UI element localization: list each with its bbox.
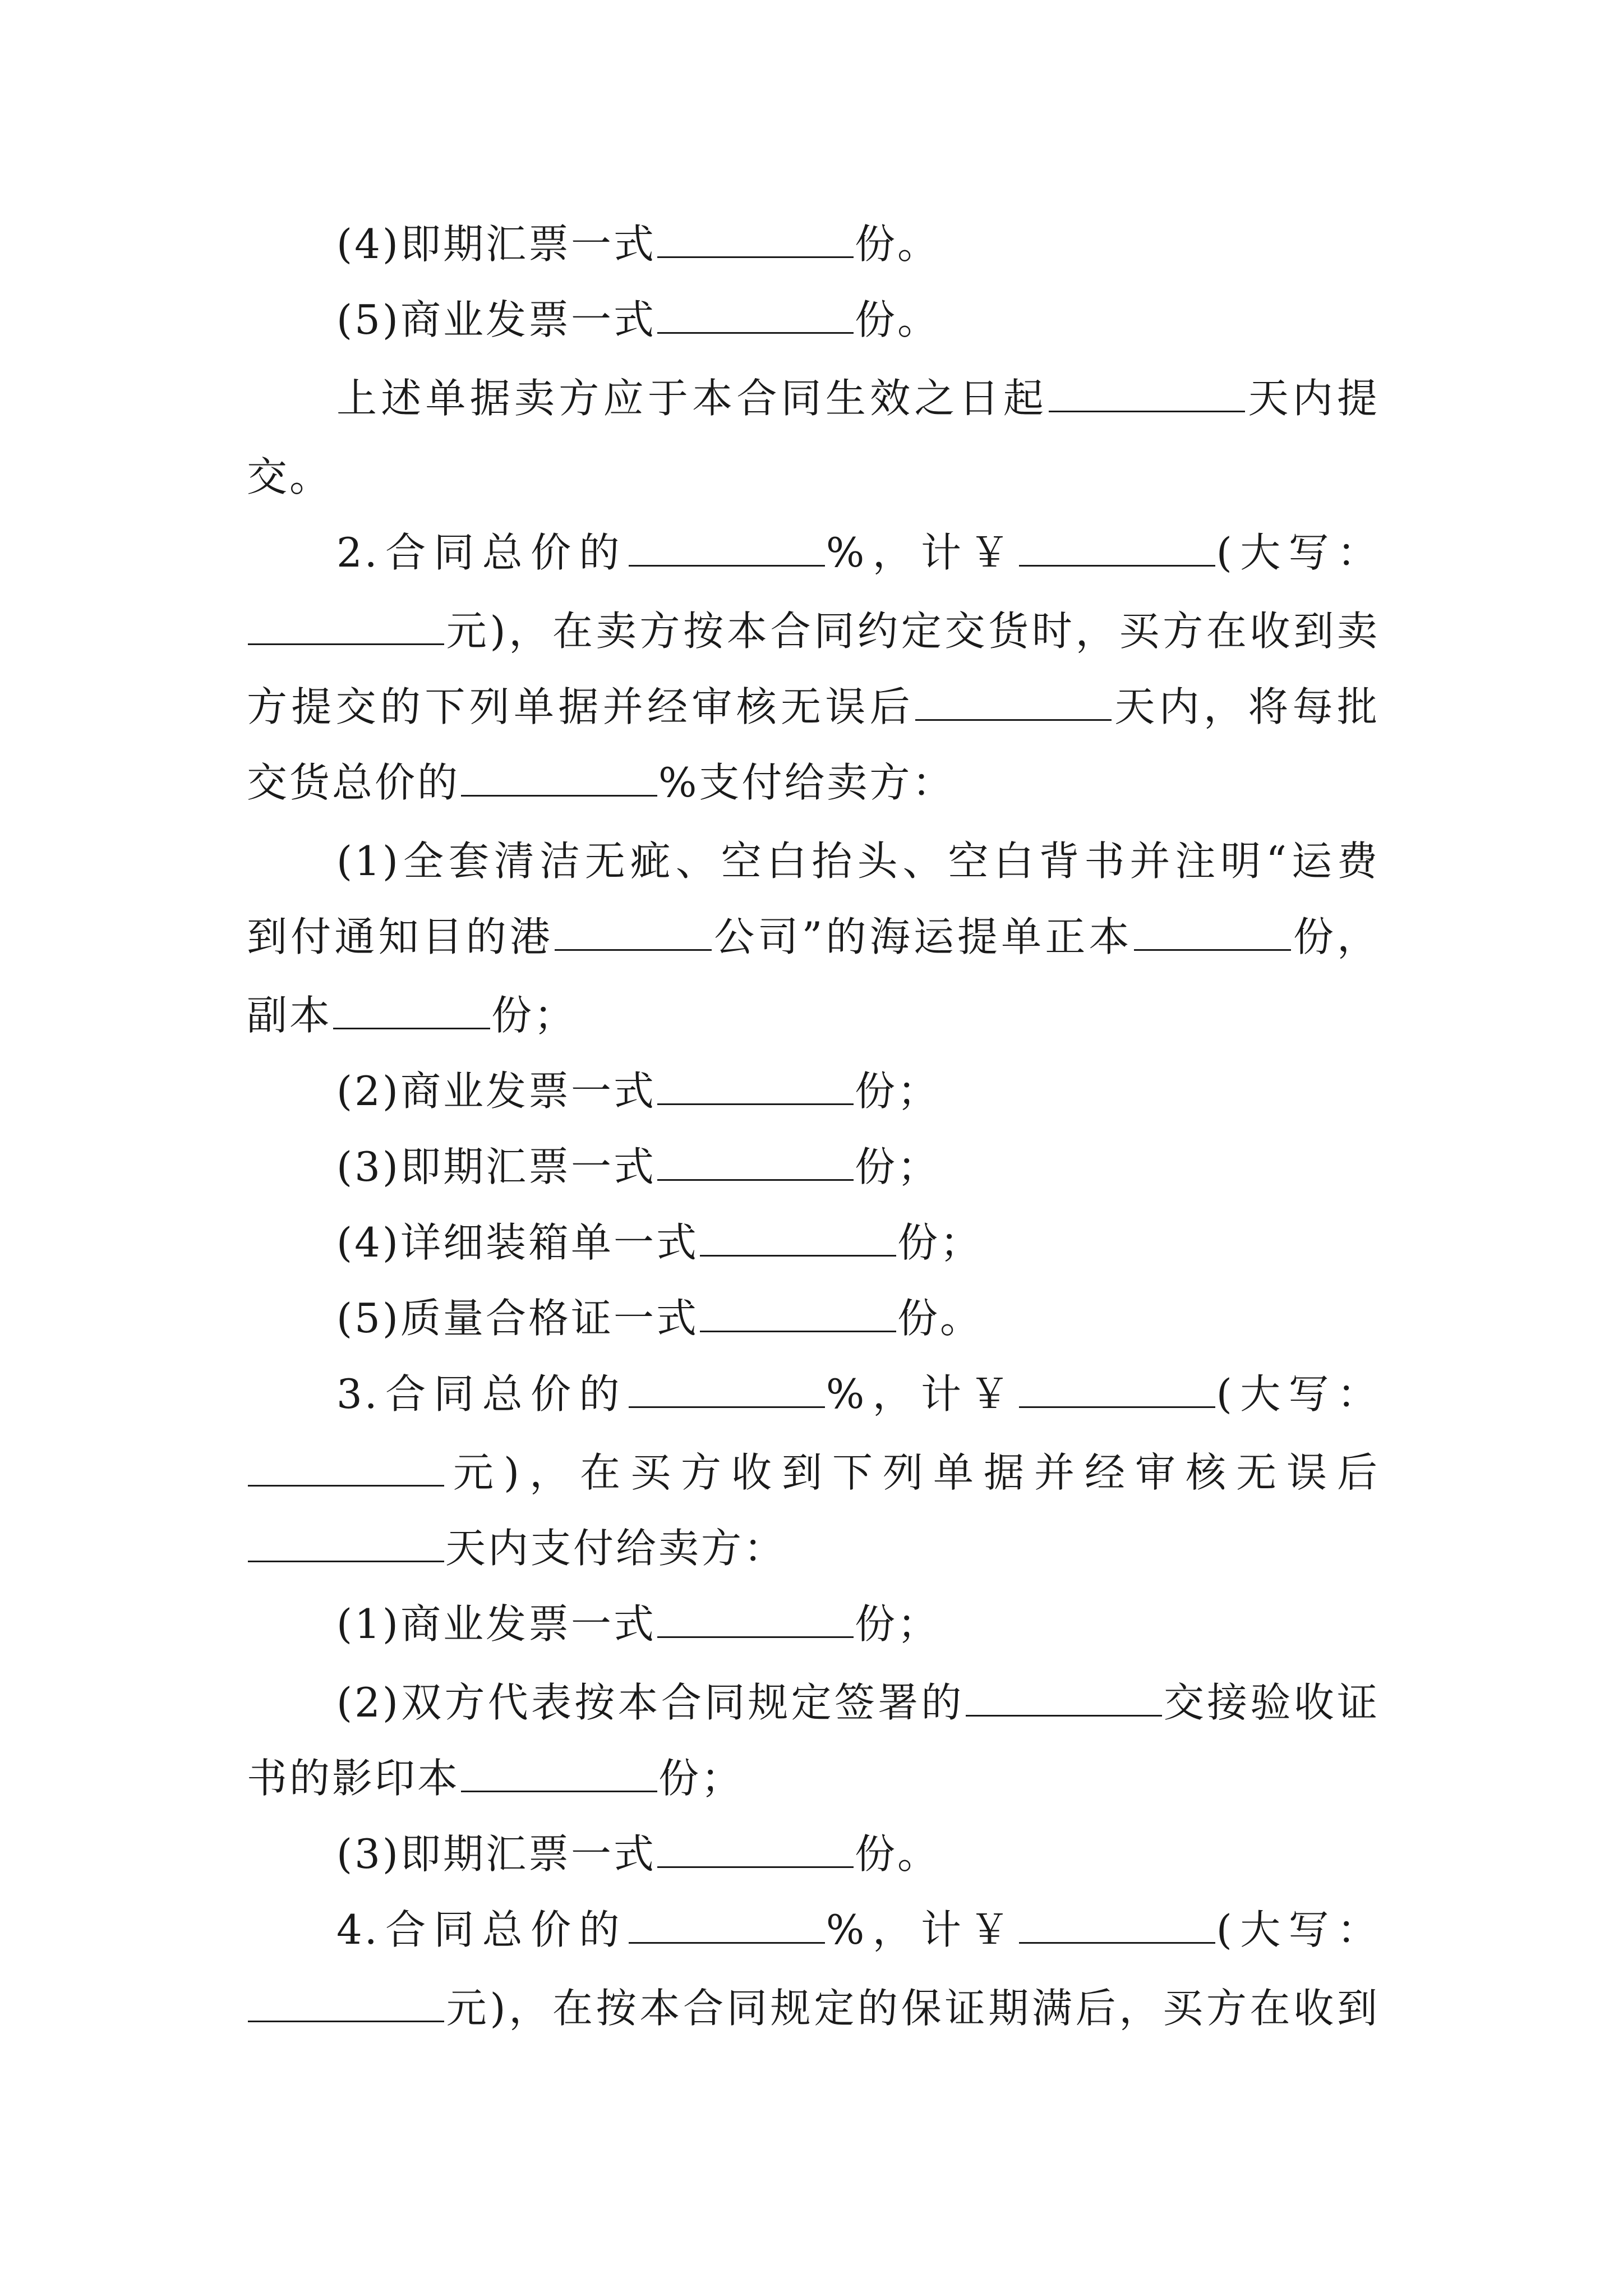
text-segment: (4)详细装箱单一式 [336,1219,699,1266]
fill-in-blank [700,1292,896,1332]
text-segment: 交。 [247,453,333,500]
fill-in-blank [555,911,712,951]
text-segment: (4)即期汇票一式 [336,220,656,268]
text-line [336,833,1380,889]
fill-in-blank [657,1828,854,1868]
fill-in-blank [248,1982,444,2022]
text-segment: 份。 [855,296,940,343]
text-line [247,679,1380,735]
fill-in-blank [461,757,657,797]
fill-in-blank [657,218,854,258]
text-segment: (3)即期汇票一式 [336,1830,656,1878]
fill-in-blank [657,1598,854,1638]
fill-in-blank [1019,1368,1215,1408]
text-segment: 份。 [855,220,940,268]
text-segment: 元)，在买方收到下列单据并经审核无误后 [445,1449,1380,1496]
text-segment: 上述单据卖方应于本合同生效之日起 [336,375,1048,422]
text-line [247,1980,1380,2036]
text-segment: 天内提 [1246,375,1380,422]
text-line [247,1444,1380,1501]
text-line [336,1366,1380,1422]
text-segment: (大写： [1216,1370,1380,1418]
text-segment: (1)商业发票一式 [336,1600,656,1648]
fill-in-blank [1019,1904,1215,1944]
text-segment: 份； [658,1755,744,1802]
text-segment: (大写： [1216,529,1380,576]
text-segment: 交货总价的 [247,759,460,806]
text-segment: 元)，在按本合同规定的保证期满后，买方在收到 [445,1985,1380,2032]
text-line [336,1826,1380,1882]
text-line [247,909,1380,965]
fill-in-blank [248,605,444,645]
text-segment: (2)双方代表按本合同规定签署的 [336,1679,965,1726]
text-line [247,449,1380,505]
fill-in-blank [1049,372,1245,412]
text-line [336,1596,1380,1652]
fill-in-blank [248,1447,444,1487]
text-line [247,603,1380,659]
fill-in-blank [966,1677,1162,1717]
fill-in-blank [1134,911,1291,951]
fill-in-blank [915,681,1112,721]
text-segment: %支付给卖方： [658,759,955,806]
text-segment: %，计￥ [826,529,1018,576]
text-segment: 天内支付给卖方： [445,1525,787,1572]
fill-in-blank [700,1217,896,1257]
text-line [336,1214,1380,1271]
fill-in-blank [657,1065,854,1105]
fill-in-blank [629,527,825,567]
fill-in-blank [248,1522,444,1562]
fill-in-blank [657,1141,854,1181]
text-segment: (大写： [1216,1906,1380,1953]
text-segment: 元)，在卖方按本合同约定交货时，买方在收到卖 [445,608,1380,655]
text-line [247,754,1380,811]
text-segment: 份； [897,1219,983,1266]
text-segment: 份。 [897,1295,983,1342]
text-segment: 方提交的下列单据并经审核无误后 [247,683,914,730]
text-segment: 份； [855,1600,940,1648]
text-segment: 到付通知目的港 [247,913,554,960]
fill-in-blank [461,1752,657,1792]
text-segment: (5)质量合格证一式 [336,1295,699,1342]
text-line [336,292,1380,348]
text-line [336,1290,1380,1346]
text-line [336,1674,1380,1731]
text-segment: 2.合同总价的 [336,529,628,576]
text-segment: (5)商业发票一式 [336,296,656,343]
text-line [336,216,1380,272]
text-segment: 天内，将每批 [1112,683,1380,730]
fill-in-blank [1019,527,1215,567]
text-segment: 公司”的海运提单正本 [713,913,1133,960]
text-segment: (3)即期汇票一式 [336,1143,656,1190]
text-line [336,524,1380,581]
text-segment: 书的影印本 [247,1755,460,1802]
fill-in-blank [629,1368,825,1408]
text-line [247,1750,1380,1806]
text-segment: 份， [1292,913,1380,960]
text-segment: 份； [855,1143,940,1190]
text-segment: 3.合同总价的 [336,1370,628,1418]
text-segment: 份； [491,992,577,1039]
text-segment: 4.合同总价的 [336,1906,628,1953]
text-line [247,987,1380,1043]
text-segment: (2)商业发票一式 [336,1068,656,1115]
text-segment: %，计￥ [826,1370,1018,1418]
fill-in-blank [657,294,854,334]
text-segment: 交接验收证 [1163,1679,1380,1726]
text-segment: 副本 [247,992,333,1039]
text-line [247,1520,1380,1576]
text-segment: 份。 [855,1830,940,1878]
text-line [336,370,1380,426]
text-segment: 份； [855,1068,940,1115]
text-line [336,1902,1380,1958]
text-segment: %，计￥ [826,1906,1018,1953]
text-line [336,1063,1380,1119]
text-line [336,1139,1380,1195]
fill-in-blank [333,990,490,1029]
text-segment: (1)全套清洁无疵、空白抬头、空白背书并注明“运费 [336,838,1380,885]
fill-in-blank [629,1904,825,1944]
